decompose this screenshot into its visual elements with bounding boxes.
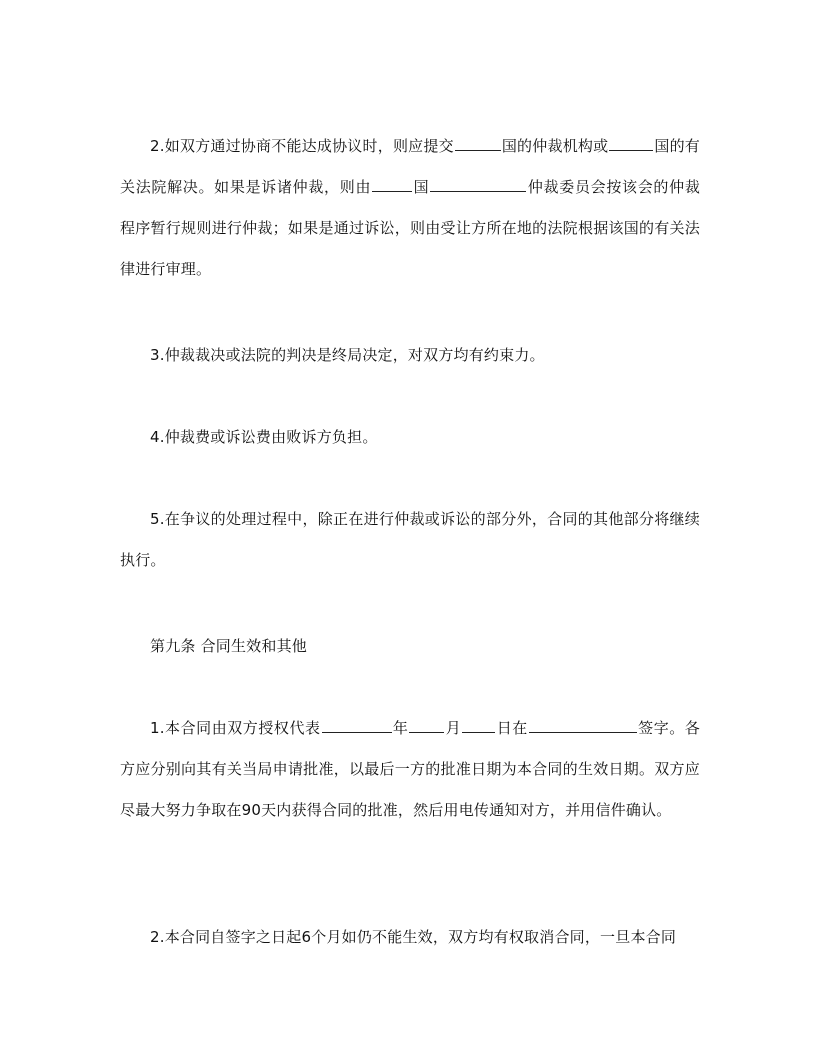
clause8-item2-text4: 国 — [413, 178, 430, 196]
clause9-item1-text5: 签字。各方应分别向其有关当局申请批准，以最后一方的批准日期为本合同的生效日期。双方应尽最大努力争取在90天内获得合同的批准，然后用电传通知对方，并用信件确认。 — [120, 719, 701, 819]
clause8-item4: 4.仲裁费或诉讼费由败诉方负担。 — [150, 428, 378, 446]
clause9-item1-text1: 1.本合同由双方授权代表 — [150, 719, 321, 737]
clause8-item2-text3: 国的有关法院解决。如果是诉诸仲裁，则由 — [120, 137, 701, 196]
clause8-item2-text2: 国的仲裁机构或 — [501, 137, 609, 155]
blank-day[interactable] — [462, 715, 495, 733]
blank-country-1[interactable] — [455, 133, 501, 151]
clause8-item2-text1: 2.如双方通过协商不能达成协议时，则应提交 — [150, 137, 454, 155]
clause8-item2 — [120, 126, 700, 290]
clause8-item3: 3.仲裁裁决或法院的判决是终局决定，对双方均有约束力。 — [150, 346, 545, 364]
clause9-item2: 2.本合同自签字之日起6个月如仍不能生效，双方均有权取消合同，一旦本合同 — [150, 928, 677, 946]
blank-month[interactable] — [409, 715, 444, 733]
blank-year[interactable] — [322, 715, 392, 733]
clause9-item1 — [120, 708, 700, 831]
blank-arbitration-commission[interactable] — [430, 174, 526, 192]
clause8-item2-text5: 仲裁委员会按该会的仲裁程序暂行规则进行仲裁；如果是通过诉讼，则由受让方所在地的法院根据该国的有关法律进行审理。 — [120, 178, 701, 278]
clause9-heading: 第九条 合同生效和其他 — [150, 637, 307, 655]
blank-sign-place[interactable] — [529, 715, 637, 733]
blank-country-2[interactable] — [609, 133, 653, 151]
blank-country-3[interactable] — [372, 174, 412, 192]
clause9-item1-text3: 月 — [445, 719, 462, 737]
clause8-item5: 5.在争议的处理过程中，除正在进行仲裁或诉讼的部分外，合同的其他部分将继续执行。 — [120, 510, 700, 569]
clause9-item1-text4: 日在 — [496, 719, 528, 737]
clause9-item1-text2: 年 — [392, 719, 409, 737]
